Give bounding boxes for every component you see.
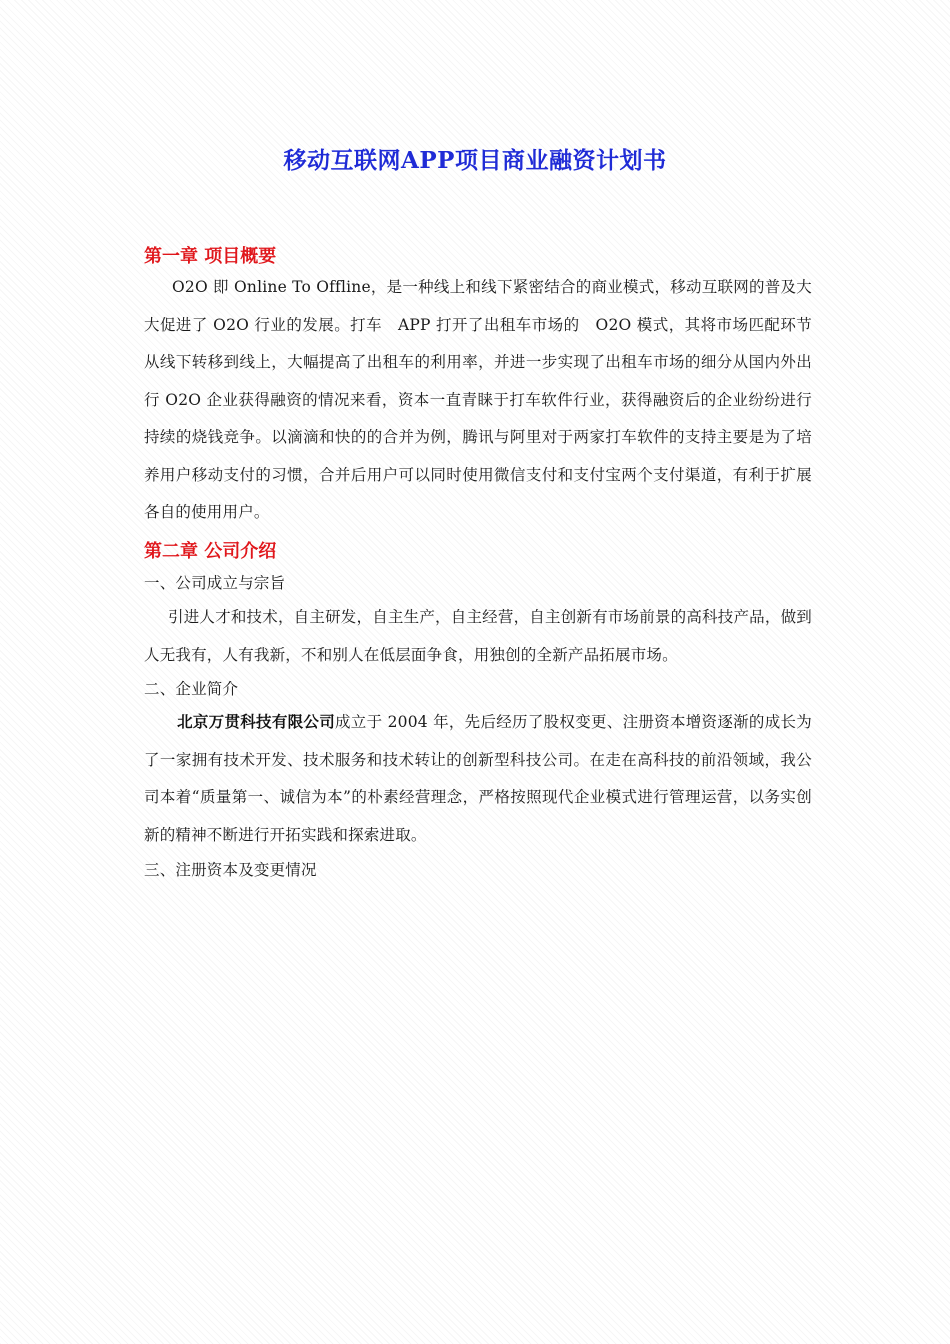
section-1-paragraph (144, 599, 812, 674)
section-1-paragraph-text: 引进人才和技术，自主研发，自主生产，自主经营，自主创新有市场前景的高科技产品，做到人无我有，人有我新，不和别人在低层面争食，用独创的全新产品拓展市场。 (144, 608, 812, 664)
section-3-heading: 三、注册资本及变更情况 (144, 861, 317, 879)
chapter-1-paragraph (144, 269, 812, 532)
document-title: 移动互联网APP项目商业融资计划书 (283, 147, 667, 174)
chapter-1-heading: 第一章 项目概要 (144, 246, 277, 267)
section-2-paragraph (144, 704, 812, 854)
chapter-2-heading: 第二章 公司介绍 (144, 541, 277, 562)
company-name: 北京万贯科技有限公司 (177, 713, 336, 731)
chapter-1-paragraph-text: O2O 即 Online To Offline，是一种线上和线下紧密结合的商业模式，移动互联网的普及大大促进了 O2O 行业的发展。打车 APP 打开了出租车市场的 O2O 模式，其将市场匹配环节从线下转移到线上，大幅提高了出租车的利用率，并进一步实现了出租车市场的细分从国内外出行 O2O 企业获得融资的情况来看，资本一直青睐于打车软件行业，获得融资后的企业纷纷进行持续的烧钱竞争。以滴滴和快的的合并为例，腾讯与阿里对于两家打车软件的支持主要是为了培养用户移动支付的习惯，合并后用户可以同时使用微信支付和支付宝两个支付渠道，有利于扩展各自的使用用户。 (144, 278, 812, 521)
section-2-paragraph-text: 成立于 2004 年，先后经历了股权变更、注册资本增资逐渐的成长为了一家拥有技术开发、技术服务和技术转让的创新型科技公司。在走在高科技的前沿领域，我公司本着“质量第一、诚信为本”的朴素经营理念，严格按照现代企业模式进行管理运营，以务实创新的精神不断进行开拓实践和探索进取。 (144, 713, 812, 844)
section-2-heading: 二、企业简介 (144, 680, 239, 698)
section-1-heading: 一、公司成立与宗旨 (144, 574, 286, 592)
